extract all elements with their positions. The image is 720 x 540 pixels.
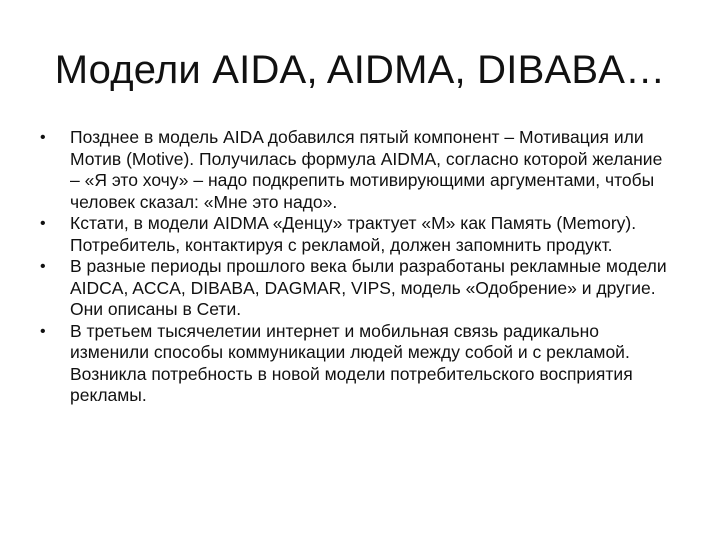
bullet-marker: •	[40, 129, 46, 146]
bullet-text-3: В разные периоды прошлого века были разработаны рекламные модели AIDCA, ACCA, DIBABA, DAGMAR, VIPS, модель «Одобрение» и другие. Они описаны в Сети.	[70, 256, 667, 319]
bullet-item-3	[36, 256, 676, 321]
bullet-item-1	[36, 127, 676, 213]
bullet-text-2: Кстати, в модели AIDMA «Денцу» трактует «M» как Память (Memory). Потребитель, контактируя с рекламой, должен запомнить продукт.	[70, 213, 637, 255]
bullet-marker: •	[40, 215, 46, 232]
bullet-item-4	[36, 321, 676, 407]
slide-title: Модели AIDA, AIDMA, DIBABA…	[54, 48, 666, 92]
bullet-text-1: Позднее в модель AIDA добавился пятый компонент – Мотивация или Мотив (Motive). Получилась формула AIDMA, согласно которой желание – «Я это хочу» – надо подкрепить мотивирующими аргументами, чтобы человек сказал: «Мне это надо».	[70, 127, 663, 212]
bullet-text-4: В третьем тысячелетии интернет и мобильная связь радикально изменили способы коммуникации людей между собой и с рекламой. Возникла потребность в новой модели потребительского восприятия рекламы.	[70, 320, 633, 405]
bullet-item-2	[36, 213, 676, 256]
bullet-marker: •	[40, 258, 46, 275]
bullet-marker: •	[40, 322, 46, 340]
bullet-list	[36, 127, 676, 407]
